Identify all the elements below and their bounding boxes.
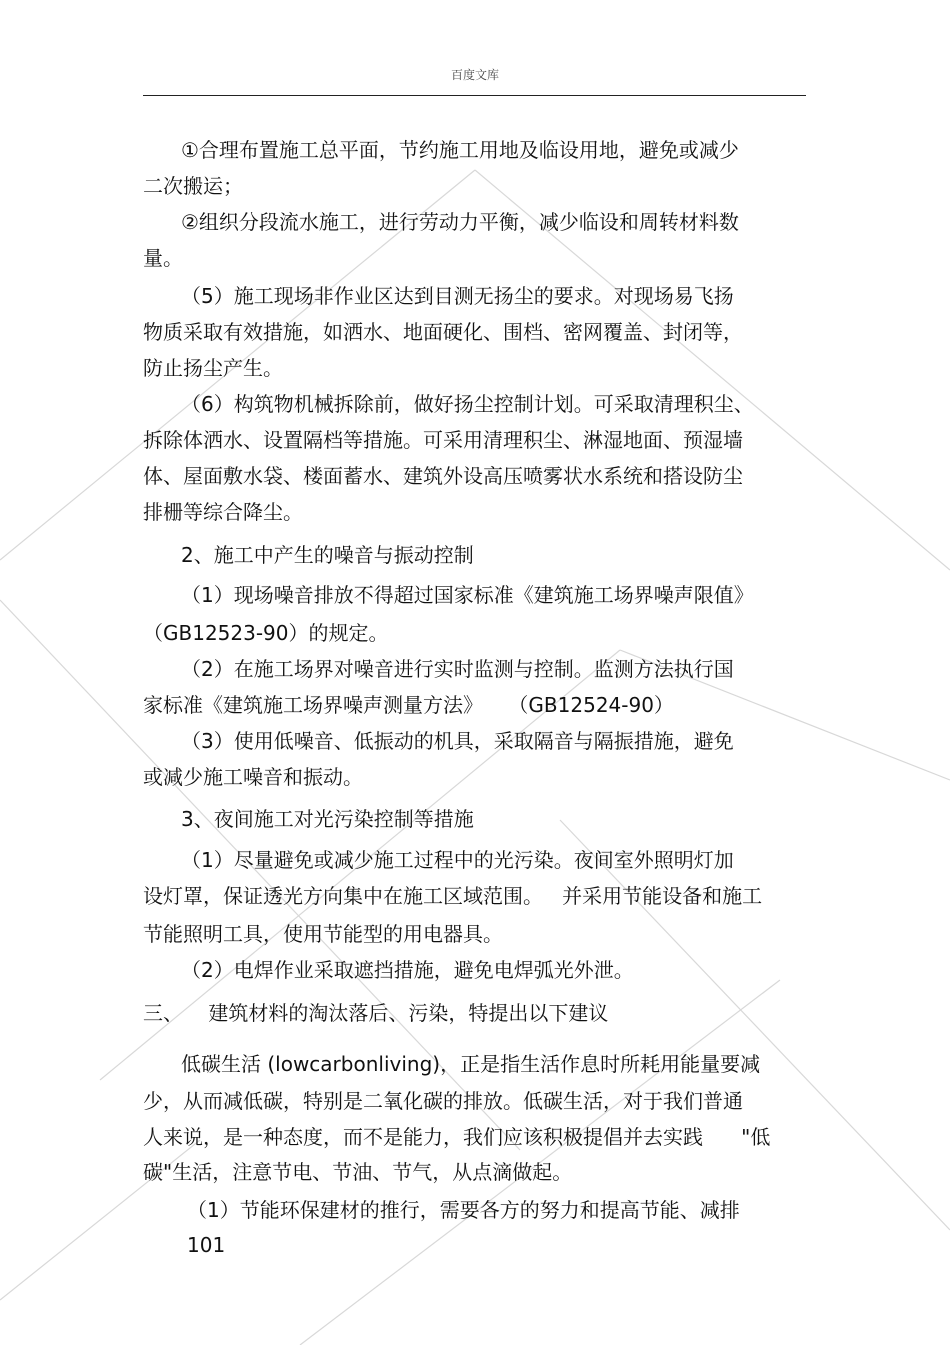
page-number: 101 <box>187 1233 226 1257</box>
text-line: 物质采取有效措施，如洒水、地面硬化、围档、密网覆盖、封闭等， <box>143 320 743 344</box>
header-title: 百度文库 <box>450 68 499 82</box>
text-line: 体、屋面敷水袋、楼面蓄水、建筑外设高压喷雾状水系统和搭设防尘 <box>143 464 743 488</box>
text-line: （6）构筑物机械拆除前，做好扬尘控制计划。可采取清理积尘、 <box>181 392 754 416</box>
text-line: 少，从而减低碳，特别是二氧化碳的排放。低碳生活，对于我们普通 <box>143 1089 743 1113</box>
text-line: ②组织分段流水施工，进行劳动力平衡，减少临设和周转材料数 <box>181 210 739 234</box>
text-line: 节能照明工具，使用节能型的用电器具。 <box>143 922 503 946</box>
text-line: （GB12523-90）的规定。 <box>143 621 389 645</box>
section-heading: 3、夜间施工对光污染控制等措施 <box>181 807 474 831</box>
text-line: ①合理布置施工总平面，节约施工用地及临设用地，避免或减少 <box>181 138 739 162</box>
text-line: （1）节能环保建材的推行，需要各方的努力和提高节能、减排 <box>187 1198 740 1222</box>
section-heading: 三、 建筑材料的淘汰落后、污染，特提出以下建议 <box>143 1001 609 1025</box>
text-line: 排栅等综合降尘。 <box>143 500 303 524</box>
text-line: （1）尽量避免或减少施工过程中的光污染。夜间室外照明灯加 <box>181 848 734 872</box>
text-line: （5）施工现场非作业区达到目测无扬尘的要求。对现场易飞扬 <box>181 284 734 308</box>
text-line: 人来说，是一种态度，而不是能力，我们应该积极提倡并去实践 "低 <box>143 1125 771 1149</box>
text-line: 设灯罩，保证透光方向集中在施工区域范围。 并采用节能设备和施工 <box>143 884 763 908</box>
text-line: 家标准《建筑施工场界噪声测量方法》 （GB12524-90） <box>143 693 674 717</box>
header-divider <box>143 95 806 96</box>
text-line: 或减少施工噪音和振动。 <box>143 765 363 789</box>
text-line: （1）现场噪音排放不得超过国家标准《建筑施工场界噪声限值》 <box>181 583 754 607</box>
text-line: 碳"生活，注意节电、节油、节气，从点滴做起。 <box>143 1160 573 1184</box>
text-line: 低碳生活 (lowcarbonliving)，正是指生活作息时所耗用能量要减 <box>181 1052 761 1076</box>
section-heading: 2、施工中产生的噪音与振动控制 <box>181 543 474 567</box>
text-line: （2）电焊作业采取遮挡措施，避免电焊弧光外泄。 <box>181 958 634 982</box>
text-line: 防止扬尘产生。 <box>143 356 283 380</box>
text-line: （3）使用低噪音、低振动的机具，采取隔音与隔振措施，避免 <box>181 729 734 753</box>
text-line: 量。 <box>143 246 183 270</box>
text-line: （2）在施工场界对噪音进行实时监测与控制。监测方法执行国 <box>181 657 734 681</box>
text-line: 二次搬运； <box>143 174 243 198</box>
text-line: 拆除体洒水、设置隔档等措施。可采用清理积尘、淋湿地面、预湿墙 <box>143 428 743 452</box>
